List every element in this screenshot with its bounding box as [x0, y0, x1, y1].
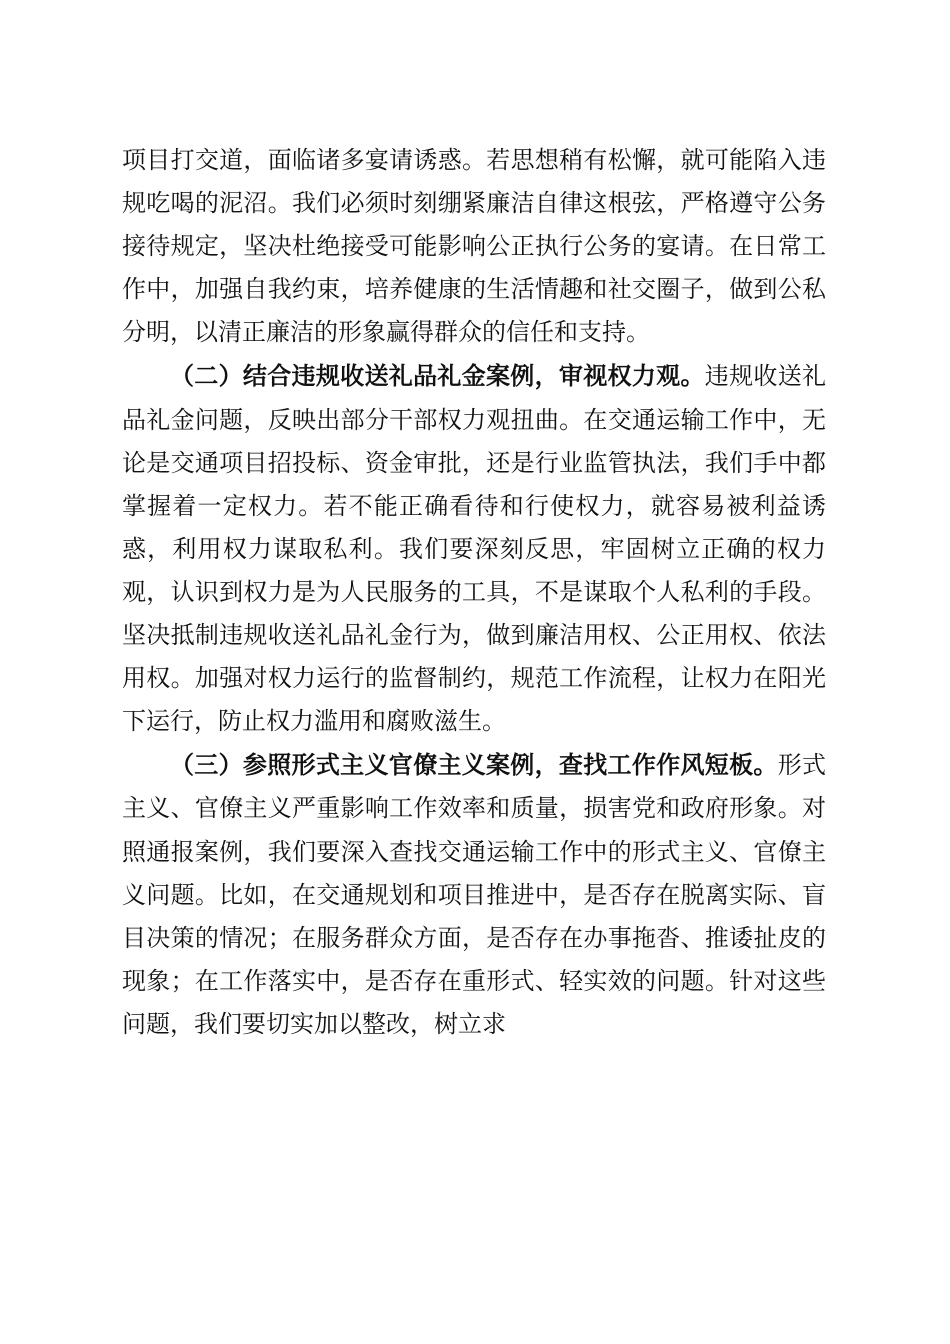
section-heading-two: （二）结合违规收送礼品礼金案例，审视权力观。 — [170, 361, 705, 391]
paragraph-text: 违规收送礼品礼金问题，反映出部分干部权力观扭曲。在交通运输工作中，无论是交通项目招投标、资金审批，还是行业监管执法，我们手中都掌握着一定权力。若不能正确看待和行使权力，就容易被利益诱惑，利用权力谋取私利。我们要深刻反思，牢固树立正确的权力观，认识到权力是为人民服务的工具，不是谋取个人私利的手段。坚决抵制违规收送礼品礼金行为，做到廉洁用权、公正用权、依法用权。加强对权力运行的监督制约，规范工作流程，让权力在阳光下运行，防止权力滥用和腐败滋生。 — [122, 362, 827, 736]
section-heading-three: （三）参照形式主义官僚主义案例，查找工作作风短板。 — [170, 750, 778, 780]
paragraph-gift-cases — [122, 354, 826, 743]
document-body — [122, 139, 826, 1046]
paragraph-continuation — [122, 139, 826, 354]
paragraph-text: 形式主义、官僚主义严重影响工作效率和质量，损害党和政府形象。对照通报案例，我们要深入查找交通运输工作中的形式主义、官僚主义问题。比如，在交通规划和项目推进中，是否存在脱离实际、盲目决策的情况；在服务群众方面，是否存在办事拖沓、推诿扯皮的现象；在工作落实中，是否存在重形式、轻实效的问题。针对这些问题，我们要切实加以整改，树立求 — [122, 751, 827, 1038]
paragraph-formalism-cases — [122, 743, 826, 1046]
paragraph-text: 项目打交道，面临诸多宴请诱惑。若思想稍有松懈，就可能陷入违规吃喝的泥沼。我们必须时刻绷紧廉洁自律这根弦，严格遵守公务接待规定，坚决杜绝接受可能影响公正执行公务的宴请。在日常工作中，加强自我约束，培养健康的生活情趣和社交圈子，做到公私分明，以清正廉洁的形象赢得群众的信任和支持。 — [122, 146, 826, 347]
